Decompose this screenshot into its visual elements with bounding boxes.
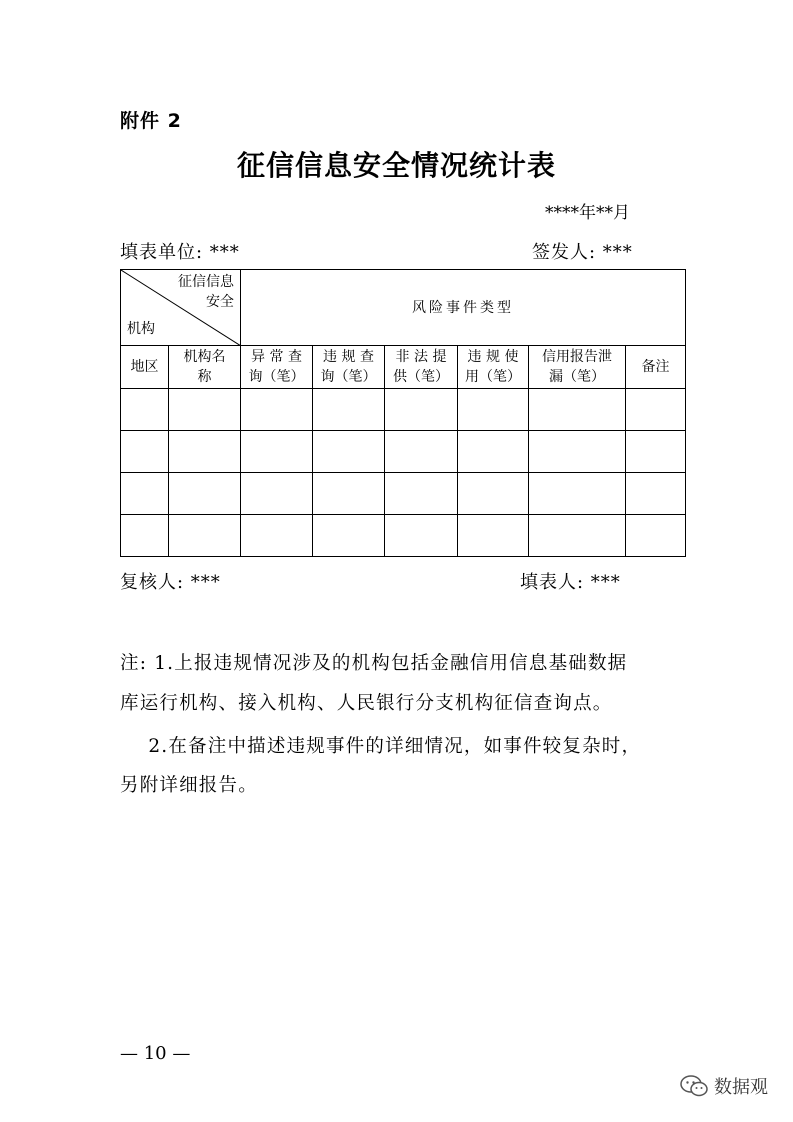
watermark-text: 数据观 <box>714 1077 768 1098</box>
note-line-2: 库运行机构、接入机构、人民银行分支机构征信查询点。 <box>120 693 613 714</box>
table-row <box>121 473 686 515</box>
col-abnormal-query: 异 常 查 询（笔） <box>241 346 313 389</box>
diagonal-header-cell <box>121 270 241 346</box>
filler: 填表人: *** <box>520 572 621 593</box>
issuer: 签发人: *** <box>532 242 633 263</box>
col-region: 地区 <box>121 346 169 389</box>
wechat-icon <box>680 1075 708 1097</box>
statistics-table <box>120 269 686 557</box>
diag-bottom-label: 机构 <box>127 321 155 337</box>
col-remarks: 备注 <box>626 346 686 389</box>
attachment-label: 附件 2 <box>120 110 182 132</box>
table-row <box>121 515 686 557</box>
risk-type-header: 风险事件类型 <box>241 270 686 346</box>
col-report-leak: 信用报告泄 漏（笔） <box>529 346 626 389</box>
diag-top-label: 征信信息 安全 <box>178 274 234 310</box>
page-number: — 10 — <box>120 1043 191 1064</box>
col-institution-name: 机构名 称 <box>169 346 241 389</box>
reviewer: 复核人: *** <box>120 572 221 593</box>
fill-unit: 填表单位: *** <box>120 242 240 263</box>
table-row <box>121 431 686 473</box>
col-illegal-provide: 非 法 提 供（笔） <box>385 346 458 389</box>
note-line-3: 2.在备注中描述违规事件的详细情况，如事件较复杂时， <box>120 736 642 757</box>
table-row <box>121 389 686 431</box>
note-line-4: 另附详细报告。 <box>120 775 258 796</box>
document-title: 征信信息安全情况统计表 <box>236 149 556 182</box>
table-header-row <box>121 270 686 346</box>
watermark <box>680 1073 768 1099</box>
col-illegal-query: 违 规 查 询（笔） <box>313 346 385 389</box>
column-header-row <box>121 346 686 389</box>
report-date: ****年**月 <box>545 203 630 223</box>
note-line-1: 注: 1.上报违规情况涉及的机构包括金融信用信息基础数据 <box>120 653 628 674</box>
col-illegal-use: 违 规 使 用（笔） <box>458 346 529 389</box>
